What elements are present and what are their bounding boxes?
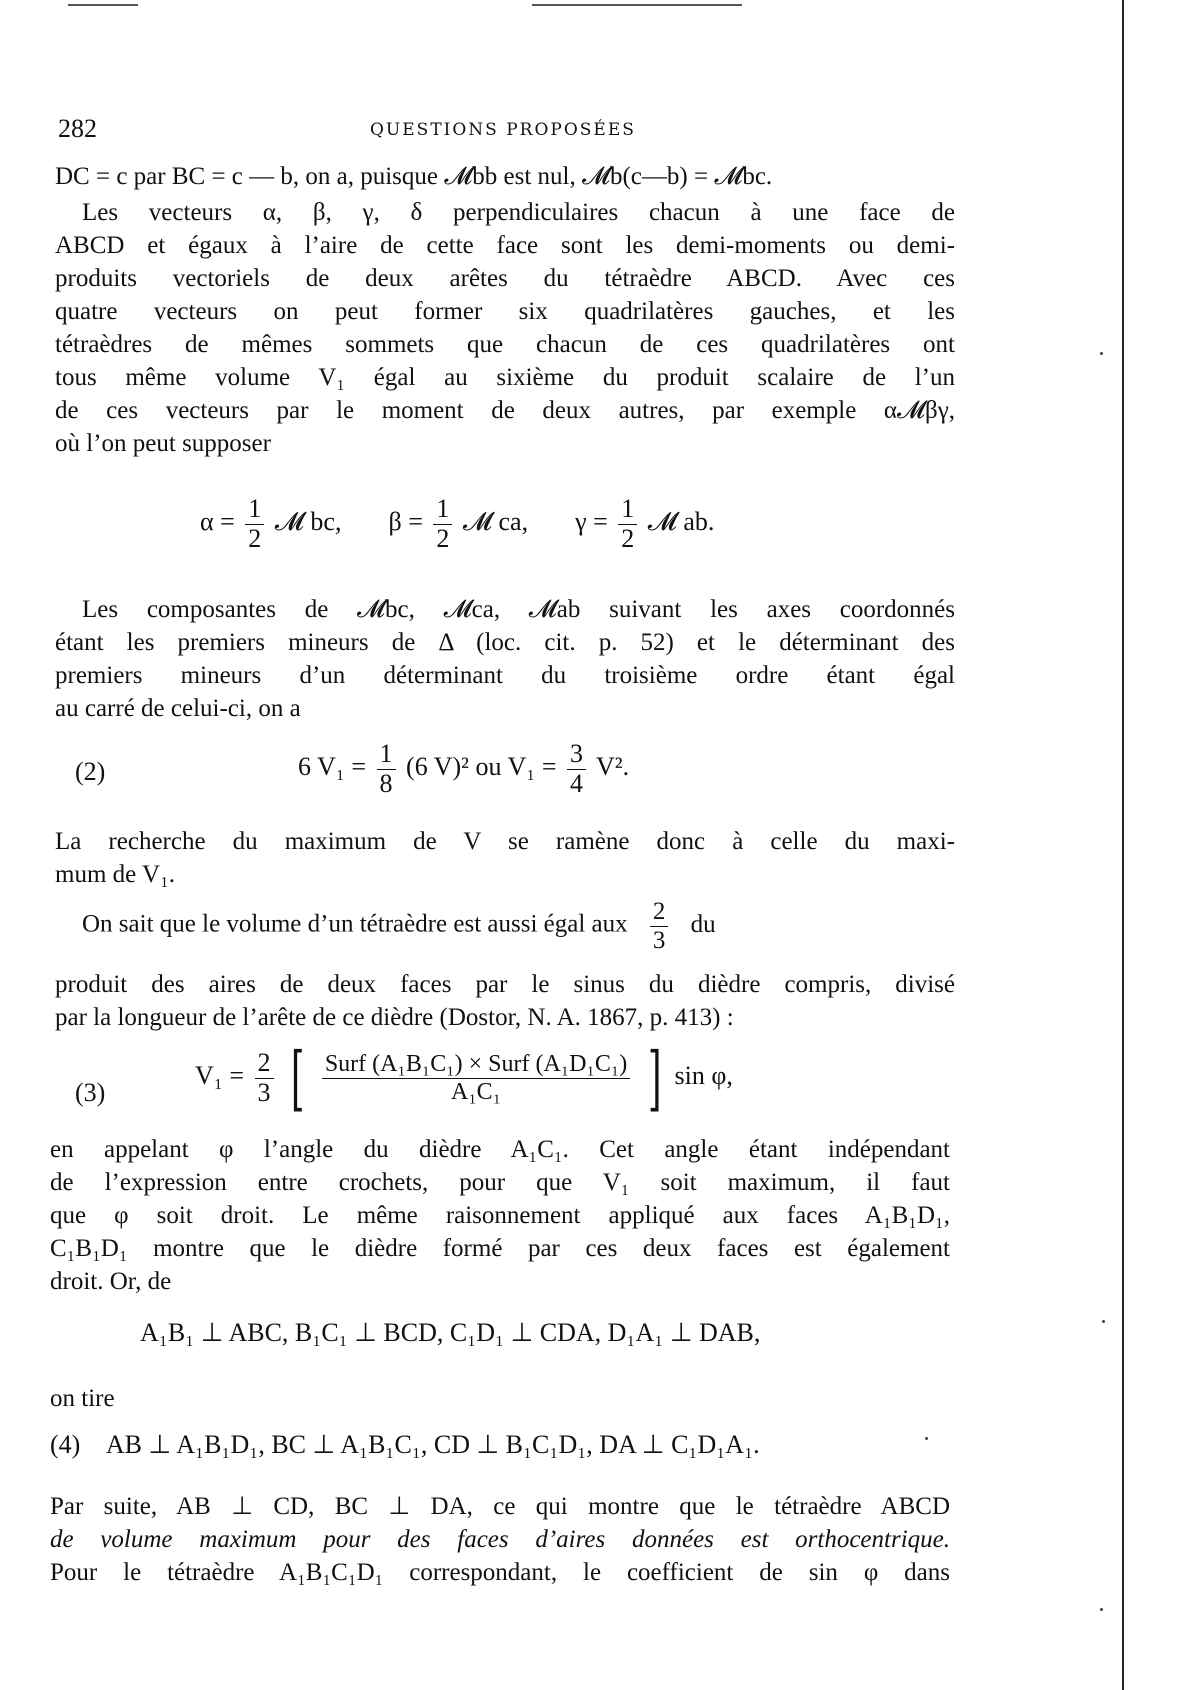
fraction	[650, 898, 669, 954]
fraction-numerator: 2	[650, 898, 669, 927]
text-line: de volume maximum pour des faces d’aires données est orthocentrique.	[50, 1526, 950, 1553]
scan-speck	[1102, 1320, 1105, 1323]
text-line: La recherche du maximum de V se ramène donc à celle du maxi-	[55, 828, 955, 855]
text-line: tous même volume V₁ égal au sixième du produit scalaire de l’un	[55, 364, 955, 391]
text-line: droit. Or, de	[50, 1268, 172, 1295]
scan-speck	[1100, 352, 1103, 355]
eq-term: γ =	[575, 507, 608, 537]
equation-label: (2)	[75, 757, 106, 786]
fraction-denominator: 2	[621, 523, 635, 553]
text-line: de l’expression entre crochets, pour que V₁ soit maximum, il faut	[50, 1169, 950, 1196]
text-line: ABCD et égaux à l’aire de cette face sont les demi-moments ou demi-	[55, 232, 955, 259]
eq-term: 𝓜 bc,	[274, 507, 342, 537]
fraction-numerator: 1	[245, 495, 264, 525]
page-number: 282	[58, 114, 97, 143]
fraction-denominator: 2	[436, 523, 450, 553]
text-line: Les composantes de 𝓜bc, 𝓜ca, 𝓜ab suivant les axes coordonnés	[82, 596, 955, 623]
eq-term: V₁ =	[195, 1060, 245, 1090]
paragraph-0	[55, 160, 955, 193]
paragraph-3	[55, 825, 955, 891]
fraction-denominator: 3	[257, 1077, 271, 1107]
eq-term: 𝓜 ab.	[647, 507, 715, 537]
equation-label: (3)	[75, 1078, 106, 1107]
eq-term: sin φ,	[674, 1060, 733, 1090]
equation-perpendiculars: A₁B₁ ⊥ ABC, B₁C₁ ⊥ BCD, C₁D₁ ⊥ CDA, D₁A₁ ⊥ DAB,	[140, 1318, 761, 1347]
equation-4	[50, 1430, 760, 1460]
text-line: on tire	[50, 1385, 115, 1412]
eq-term: β =	[388, 507, 423, 537]
fraction	[618, 495, 637, 553]
paragraph-6	[50, 1382, 950, 1415]
binding-edge	[1122, 0, 1124, 1690]
paragraph-7	[50, 1490, 950, 1589]
fraction-numerator: 1	[618, 495, 637, 525]
eq-term: AB ⊥ A₁B₁D₁, BC ⊥ A₁B₁C₁, CD ⊥ B₁C₁D₁, DA ⊥ C₁D₁A₁.	[105, 1430, 760, 1459]
page-header	[58, 114, 958, 150]
scan-speck	[925, 1437, 928, 1440]
text-line: quatre vecteurs on peut former six quadrilatères gauches, et les	[55, 298, 955, 325]
eq-term: V².	[596, 752, 630, 782]
fraction-numerator: 2	[255, 1049, 274, 1079]
equation-vectors	[200, 495, 714, 553]
fraction-numerator: 1	[377, 740, 396, 770]
equation-label: (4)	[50, 1430, 81, 1459]
text-line: DC = c par BC = c — b, on a, puisque 𝓜bb est nul, 𝓜b(c—b) = 𝓜bc.	[55, 163, 773, 190]
eq-term: (6 V)² ou V₁ =	[406, 752, 557, 782]
eq-term: 6 V₁ =	[298, 752, 367, 782]
fraction-denominator: A₁C₁	[450, 1078, 502, 1105]
paragraph-5	[50, 1133, 950, 1298]
eq-term: 𝓜 ca,	[462, 507, 529, 537]
paragraph-2	[55, 593, 955, 725]
fraction	[567, 740, 586, 798]
fraction-numerator: 3	[567, 740, 586, 770]
text-line: par la longueur de l’arête de ce dièdre (Dostor, N. A. 1867, p. 413) :	[55, 1004, 734, 1031]
fraction	[322, 1051, 630, 1105]
scan-speck	[1100, 1608, 1103, 1611]
text-line: premiers mineurs d’un déterminant du troisième ordre étant égal	[55, 662, 955, 689]
paragraph-4-lead	[82, 898, 955, 954]
equation-3	[195, 1037, 733, 1119]
fraction-denominator: 4	[570, 768, 583, 798]
text-line: en appelant φ l’angle du dièdre A₁C₁. Cet angle étant indépendant	[50, 1136, 950, 1163]
text-line: Pour le tétraèdre A₁B₁C₁D₁ correspondant, le coefficient de sin φ dans	[50, 1559, 950, 1586]
equation-2	[298, 740, 629, 798]
top-rule	[68, 4, 138, 6]
text-line: Les vecteurs α, β, γ, δ perpendiculaires chacun à une face de	[82, 199, 955, 226]
fraction-denominator: 3	[652, 926, 666, 954]
text-line: étant les premiers mineurs de Δ (loc. cit. p. 52) et le déterminant des	[55, 629, 955, 656]
text-line: mum de V₁.	[55, 861, 176, 888]
fraction-numerator: Surf (A₁B₁C₁) × Surf (A₁D₁C₁)	[322, 1051, 630, 1078]
fraction	[433, 495, 452, 553]
fraction-numerator: 1	[433, 495, 452, 525]
running-head: QUESTIONS PROPOSÉES	[370, 120, 636, 140]
fraction-denominator: 2	[248, 523, 262, 553]
fraction	[377, 740, 396, 798]
text-line: tétraèdres de mêmes sommets que chacun de ces quadrilatères ont	[55, 331, 955, 358]
paragraph-4	[55, 968, 955, 1034]
text-line: produits vectoriels de deux arêtes du tétraèdre ABCD. Avec ces	[55, 265, 955, 292]
fraction	[245, 495, 264, 553]
text-span: du	[690, 910, 716, 938]
text-line: de ces vecteurs par le moment de deux autres, par exemple α𝓜βγ,	[55, 397, 955, 424]
text-line: Par suite, AB ⊥ CD, BC ⊥ DA, ce qui montre que le tétraèdre ABCD	[50, 1493, 950, 1520]
eq-term: α =	[200, 507, 235, 537]
top-rule	[532, 4, 742, 6]
left-bracket: [	[290, 1037, 305, 1119]
text-span: On sait que le volume d’un tétraèdre est aussi égal aux	[82, 910, 628, 938]
text-line: que φ soit droit. Le même raisonnement appliqué aux faces A₁B₁D₁,	[50, 1202, 950, 1229]
text-line: produit des aires de deux faces par le sinus du dièdre compris, divisé	[55, 971, 955, 998]
right-bracket: ]	[647, 1037, 662, 1119]
fraction	[255, 1049, 274, 1107]
text-line: où l’on peut supposer	[55, 430, 271, 457]
text-line: C₁B₁D₁ montre que le dièdre formé par ces deux faces est également	[50, 1235, 950, 1262]
paragraph-1	[55, 196, 955, 460]
text-line: au carré de celui-ci, on a	[55, 695, 301, 722]
fraction-denominator: 8	[379, 768, 393, 798]
